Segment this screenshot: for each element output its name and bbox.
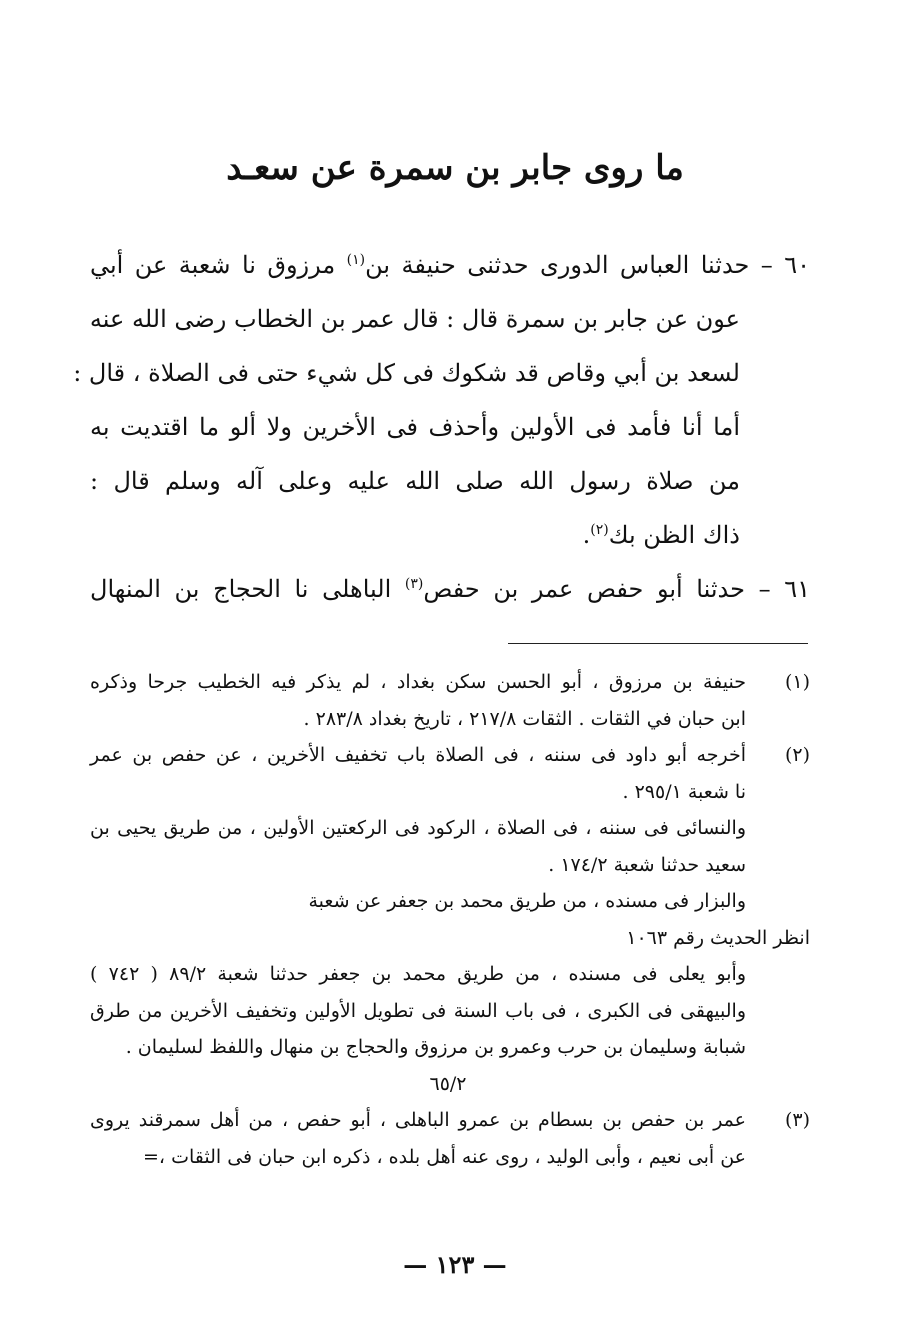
footnote-1 — [90, 664, 810, 737]
footnote-line: والبزار فى مسنده ، من طريق محمد بن جعفر عن شعبة — [308, 890, 746, 912]
main-text — [73, 238, 811, 616]
page-number: — ١٢٣ — — [403, 1250, 507, 1279]
footnote-ref[interactable]: (٢) — [590, 522, 609, 538]
hadith-line: ٦٠ – حدثنا العباس الدورى حدثنى حنيفة بن$^{(١)}$ مرزوق نا شعبة عن أبي — [90, 251, 810, 279]
footnote-line: سعيد حدثنا شعبة ١٧٤/٢ . — [548, 853, 746, 876]
footnote-line: حنيفة بن مرزوق ، أبو الحسن سكن بغداد ، لم يذكر فيه الخطيب جرحا وذكره — [90, 671, 746, 693]
footnote-line: نا شعبة ٢٩٥/١ . — [622, 780, 746, 803]
footnote-line: شبابة وسليمان بن حرب وعمرو بن مرزوق والحجاج بن منهال واللفظ لسليمان . — [125, 1036, 746, 1058]
footnote-ref[interactable]: (١) — [346, 252, 366, 268]
page-title: ما روى جابر بن سمرة عن سعـد — [226, 148, 684, 188]
footnote-line: أخرجه أبو داود فى سننه ، فى الصلاة باب تخفيف الأخرين ، عن حفص بن عمر — [90, 744, 746, 766]
footnote-line: والنسائى فى سننه ، فى الصلاة ، الركود فى الركعتين الأولين ، من طريق يحيى بن — [90, 817, 746, 839]
footnote-separator — [508, 643, 808, 644]
footnote-number: (٢) — [784, 744, 810, 766]
hadith-61 — [90, 562, 810, 616]
footnote-ref[interactable]: (٣) — [404, 576, 424, 592]
hadith-line: أما أنا فأمد فى الأولين وأحذف فى الأخرين ولا ألو ما اقتديت به — [90, 413, 740, 441]
hadith-number: ٦٠ – — [760, 251, 810, 279]
footnote-line: والبيهقى فى الكبرى ، فى باب السنة فى تطويل الأولين وتخفيف الأخرين من طرق — [90, 999, 746, 1022]
hadith-number: ٦١ – — [758, 575, 811, 603]
footnotes — [90, 664, 810, 1175]
footnote-line: عمر بن حفص بن بسطام بن عمرو الباهلى ، أبو حفص ، من أهل سمرقند يروى — [90, 1109, 746, 1131]
hadith-60 — [73, 238, 810, 562]
footnote-2 — [90, 737, 810, 1102]
footnote-line: عن أبى نعيم ، وأبى الوليد ، روى عنه أهل بلده ، ذكره ابن حبان فى الثقات ،= — [143, 1145, 746, 1168]
hadith-line: ذاك الظن بك$^{(٢)}$. — [582, 521, 740, 549]
hadith-line: من صلاة رسول الله صلى الله عليه وعلى آله وسلم قال : — [90, 467, 740, 495]
hadith-line: ٦١ – حدثنا أبو حفص عمر بن حفص$^{(٣)}$ الباهلى نا الحجاج بن المنهال — [90, 575, 811, 603]
footnote-line: انظر الحديث رقم ١٠٦٣ — [626, 926, 810, 949]
footnote-number: (٣) — [784, 1109, 810, 1131]
footnote-number: (١) — [784, 671, 810, 693]
hadith-line: لسعد بن أبي وقاص قد شكوك فى كل شيء حتى فى الصلاة ، قال : — [73, 359, 740, 387]
hadith-line: عون عن جابر بن سمرة قال : قال عمر بن الخطاب رضى الله عنه — [89, 305, 740, 333]
footnote-line: ٦٥/٢ — [429, 1072, 467, 1095]
footnote-line: وأبو يعلى فى مسنده ، من طريق محمد بن جعفر حدثنا شعبة ٨٩/٢ ( ٧٤٢ ) — [90, 963, 746, 985]
footnote-3 — [90, 1102, 810, 1175]
footnote-line: ابن حبان في الثقات . الثقات ٢١٧/٨ ، تاريخ بغداد ٢٨٣/٨ . — [303, 707, 746, 730]
